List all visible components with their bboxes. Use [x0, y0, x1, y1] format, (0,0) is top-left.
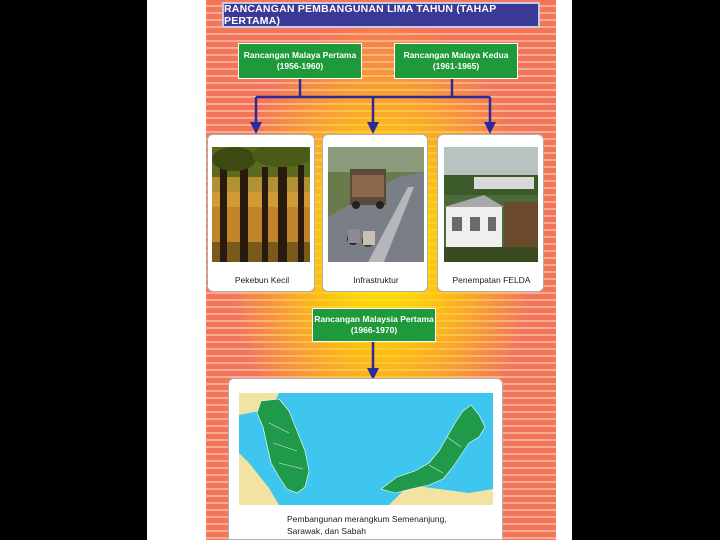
photo-card-felda — [437, 134, 544, 292]
rubber-trees-photo — [212, 147, 310, 262]
photo-card-smallholder — [207, 134, 315, 292]
arrow-down-icon — [484, 122, 496, 134]
photo-caption: Pekebun Kecil — [234, 275, 290, 285]
photo-card-infrastructure — [322, 134, 428, 292]
plan-years: (1966-1970) — [350, 325, 398, 335]
plan-years: (1956-1960) — [276, 61, 324, 71]
felda-village-photo — [444, 147, 538, 262]
road-truck-photo — [328, 147, 424, 262]
map-caption-line2: Sarawak, dan Sabah — [287, 526, 366, 536]
page-title: RANCANGAN PEMBANGUNAN LIMA TAHUN (TAHAP PERTAMA) — [222, 2, 540, 28]
plan-name: Rancangan Malaya Pertama — [243, 50, 357, 60]
map-card — [228, 378, 503, 540]
arrow-down-icon — [250, 122, 262, 134]
malaysia-map — [239, 393, 493, 505]
plan-name: Rancangan Malaysia Pertama — [314, 314, 434, 324]
arrow-down-icon — [367, 122, 379, 134]
photo-caption: Infrastruktur — [353, 275, 399, 285]
plan-name: Rancangan Malaya Kedua — [403, 50, 509, 60]
plan-box-malaysia-pertama — [312, 308, 436, 342]
photo-caption: Penempatan FELDA — [452, 275, 531, 285]
plan-years: (1961-1965) — [432, 61, 480, 71]
map-caption-line1: Pembangunan merangkum Semenanjung, — [287, 514, 447, 524]
